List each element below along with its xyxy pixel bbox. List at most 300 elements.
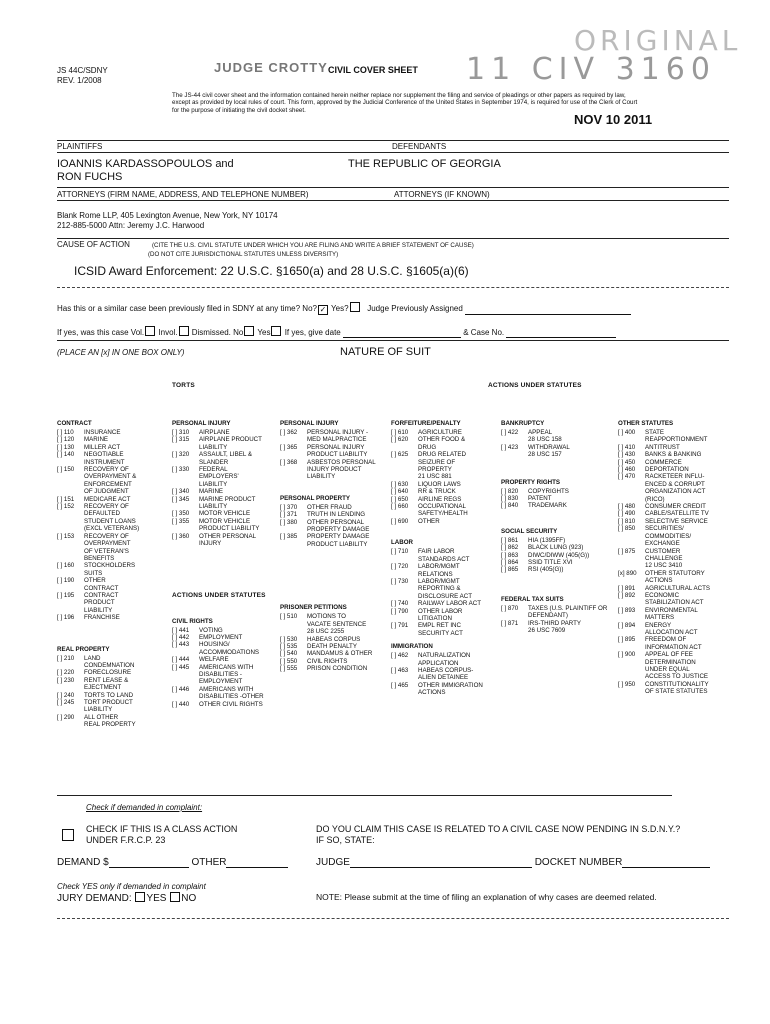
date-field[interactable] — [343, 328, 461, 338]
rule — [57, 152, 729, 153]
dismissed-label: Dismissed. No — [191, 328, 244, 337]
original-stamp: ORIGINAL — [574, 24, 742, 57]
nature-option[interactable] — [57, 562, 165, 577]
nature-option[interactable] — [280, 444, 388, 459]
nature-option[interactable] — [57, 692, 165, 699]
judge-field[interactable] — [350, 858, 532, 868]
nature-option[interactable] — [391, 652, 491, 667]
judge-assigned-label: Judge Previously Assigned — [367, 304, 463, 313]
personal-injury-list — [172, 429, 276, 548]
nature-option-label: VOTING — [199, 626, 223, 634]
nature-option-label: SECURITIES/ COMMODITIES/ EXCHANGE — [645, 525, 692, 548]
nature-option-code: [ ] 365 — [280, 443, 298, 451]
nature-option-label: MARINE — [84, 436, 109, 444]
nature-option[interactable] — [172, 627, 276, 634]
nature-option[interactable] — [57, 503, 165, 533]
immigration-heading: IMMIGRATION — [391, 643, 433, 651]
nature-option-code: [ ] 220 — [57, 669, 75, 677]
nature-option[interactable] — [172, 641, 276, 656]
personal-property-heading: PERSONAL PROPERTY — [280, 494, 351, 502]
vol-checkbox[interactable] — [145, 326, 155, 336]
federal-tax-list — [501, 605, 613, 635]
nature-option[interactable] — [172, 656, 276, 663]
nature-option-code: [ ] 355 — [172, 517, 190, 525]
nature-option[interactable] — [280, 665, 388, 672]
nature-option-code: [ ] 830 — [501, 495, 519, 503]
nature-option-label: SELECTIVE SERVICE — [645, 517, 708, 525]
nature-option-label: EMPL RET INC SECURITY ACT — [418, 622, 463, 637]
plaintiff-line-1: IOANNIS KARDASSOPOULOS and — [57, 158, 234, 170]
nature-option-label: OTHER IMMIGRATION ACTIONS — [418, 681, 483, 697]
nature-option-label: INSURANCE — [84, 429, 121, 436]
nature-option[interactable] — [501, 495, 613, 502]
rule — [57, 238, 729, 239]
nature-option[interactable] — [280, 643, 388, 650]
nature-option[interactable] — [172, 451, 276, 466]
nature-option-label: CUSTOMER CHALLENGE 12 USC 3410 — [645, 547, 683, 570]
nature-option-label: PRISON CONDITION — [307, 665, 368, 673]
nature-option-code: [ ] 371 — [280, 511, 298, 519]
nature-option[interactable] — [618, 510, 728, 517]
real-property-list — [57, 655, 165, 729]
nature-option-code: [ ] 550 — [280, 657, 298, 665]
nature-option[interactable] — [57, 577, 165, 592]
nature-option[interactable] — [172, 496, 276, 511]
nature-option-label: RECOVERY OF DEFAULTED STUDENT LOANS (EXCL VETERANS) — [84, 503, 140, 533]
nature-option-label: CABLE/SATELLITE TV — [645, 510, 709, 518]
jury-yes-label: YES — [146, 893, 167, 904]
nature-option-code: [ ] 230 — [57, 676, 75, 684]
nature-option-label: CONSTITUTIONALITY OF STATE STATUTES — [645, 680, 709, 696]
nature-option-code: [ ] 245 — [57, 699, 75, 706]
nature-option-label: PERSONAL INJURY PRODUCT LIABILITY — [307, 443, 368, 459]
nature-option[interactable] — [57, 444, 165, 451]
nature-option[interactable] — [391, 518, 491, 525]
related-note: NOTE: Please submit at the time of filing an explanation of why cases are deemed related. — [316, 892, 657, 902]
nature-option[interactable] — [280, 519, 388, 534]
form-id: JS 44C/SDNY — [57, 66, 108, 75]
nature-option[interactable] — [501, 544, 613, 551]
nature-option[interactable] — [57, 466, 165, 496]
nature-option-code: [ ] 150 — [57, 466, 75, 474]
nature-option-code: [ ] 864 — [501, 559, 519, 567]
nature-option[interactable] — [618, 466, 728, 473]
nature-option[interactable] — [618, 592, 728, 607]
nature-option[interactable] — [618, 681, 728, 696]
nature-option-label: OTHER LABOR LITIGATION — [418, 607, 463, 622]
nature-option-code: [ ] 444 — [172, 656, 190, 664]
nature-option-code: [ ] 650 — [391, 495, 409, 503]
nature-option[interactable] — [172, 634, 276, 641]
nature-option[interactable] — [172, 429, 276, 436]
nature-option[interactable] — [391, 578, 491, 600]
nature-option[interactable] — [618, 651, 728, 681]
nature-option-code: [ ] 450 — [618, 458, 636, 466]
nature-option-code: [ ] 368 — [280, 458, 298, 466]
nature-option[interactable] — [57, 669, 165, 676]
attorneys-label: ATTORNEYS (FIRM NAME, ADDRESS, AND TELEPHONE NUMBER) — [57, 190, 309, 199]
nature-option-code: [ ] 465 — [391, 681, 409, 689]
previously-filed-row — [57, 302, 631, 315]
nature-option-code: [ ] 625 — [391, 451, 409, 459]
nature-option[interactable] — [618, 451, 728, 458]
nature-option-label: AGRICULTURAL ACTS — [645, 584, 710, 592]
nature-option[interactable] — [501, 566, 613, 573]
nature-option-label: AIRPLANE PRODUCT LIABILITY — [199, 436, 262, 451]
class-action-checkbox[interactable] — [62, 829, 74, 841]
nature-option[interactable] — [501, 620, 613, 635]
nature-option[interactable] — [280, 429, 388, 444]
nature-option-code: [ ] 862 — [501, 544, 519, 552]
nature-option-code: [ ] 690 — [391, 517, 409, 525]
jury-no-label: NO — [181, 893, 197, 904]
dismissed-yes-label: Yes — [257, 328, 271, 337]
nature-option[interactable] — [618, 622, 728, 637]
nature-option-label: ASBESTOS PERSONAL INJURY PRODUCT LIABILITY — [307, 458, 376, 481]
nature-option-label: COPYRIGHTS — [528, 487, 569, 495]
nature-option[interactable] — [501, 444, 613, 459]
nature-option[interactable] — [501, 429, 613, 444]
real-property-heading: REAL PROPERTY — [57, 645, 110, 653]
demand-label: DEMAND $ — [57, 857, 109, 868]
nature-option-code: [ ] 345 — [172, 495, 190, 503]
nature-option-label: AMERICANS WITH DISABILITIES -OTHER — [199, 685, 264, 701]
jury-no-checkbox[interactable] — [170, 892, 180, 902]
nature-option[interactable] — [391, 600, 491, 607]
nature-option-label: TORT PRODUCT LIABILITY — [84, 699, 133, 714]
nature-option-code: [ ] 894 — [618, 621, 636, 629]
nature-option-code: [ ] 720 — [391, 563, 409, 571]
nature-option-code: [ ] 441 — [172, 626, 190, 634]
jury-label: JURY DEMAND: — [57, 893, 132, 904]
nature-option-code: [ ] 640 — [391, 488, 409, 496]
nature-option[interactable] — [391, 436, 491, 451]
nature-option[interactable] — [501, 502, 613, 509]
nature-option[interactable] — [501, 552, 613, 559]
jury-row — [57, 892, 196, 904]
nature-option[interactable] — [618, 636, 728, 651]
case-no-label: & Case No. — [463, 328, 505, 337]
nature-option-code: [ ] 240 — [57, 691, 75, 699]
nature-option[interactable] — [57, 655, 165, 670]
nature-option-label: MANDAMUS & OTHER — [307, 650, 373, 658]
rule — [57, 187, 729, 188]
labor-heading: LABOR — [391, 539, 413, 547]
nature-option-code: [ ] 740 — [391, 600, 409, 608]
nature-option[interactable] — [618, 570, 728, 585]
nature-option-label: MOTIONS TO VACATE SENTENCE 28 USC 2255 — [307, 613, 367, 636]
nature-option[interactable] — [618, 459, 728, 466]
nature-option-label: ENVIRONMENTAL MATTERS — [645, 606, 698, 622]
date-stamp: NOV 10 2011 — [574, 112, 653, 127]
actions-statutes-label: ACTIONS UNDER STATUTES — [488, 382, 582, 389]
nature-option[interactable] — [172, 701, 276, 708]
nature-option-code: [ ] 892 — [618, 591, 636, 599]
nature-option[interactable] — [280, 650, 388, 657]
nature-option[interactable] — [172, 488, 276, 495]
nature-option-code: [ ] 871 — [501, 619, 519, 627]
nature-option-code: [ ] 442 — [172, 633, 190, 641]
nature-option-code: [ ] 460 — [618, 466, 636, 474]
dismissed-no-checkbox[interactable] — [244, 326, 254, 336]
nature-option-code: [ ] 190 — [57, 577, 75, 585]
intro-paragraph: The JS-44 civil cover sheet and the information contained herein neither replace nor supplement the filing and service of pleadings or other papers as required by law, except as provided by local rules of court. This form, approved by the Judicial Conference of the United States in September 1974, is required for use of the Clerk of Court for the purpose of initiating the civil docket sheet. — [172, 92, 638, 114]
nature-option-code: [ ] 470 — [618, 473, 636, 481]
defendants-label: DEFENDANTS — [392, 142, 447, 151]
nature-option-label: ENERGY ALLOCATION ACT — [645, 621, 698, 636]
nature-option-label: OTHER PERSONAL INJURY — [199, 532, 257, 548]
nature-option-label: HABEAS CORPUS- ALIEN DETAINEE — [418, 666, 474, 682]
nature-option-code: [ ] 730 — [391, 577, 409, 585]
place-x-instruction: (PLACE AN [x] IN ONE BOX ONLY) — [57, 348, 185, 357]
nature-option-label: LABOR/MGMT REPORTING & DISCLOSURE ACT — [418, 577, 472, 600]
judge-label: JUDGE — [316, 857, 350, 868]
nature-option-label: FRANCHISE — [84, 614, 120, 622]
nature-option-label: APPEAL 28 USC 158 — [528, 429, 562, 444]
nature-option[interactable] — [391, 451, 491, 481]
cause-text: ICSID Award Enforcement: 22 U.S.C. §1650(a) and 28 U.S.C. §1605(a)(6) — [74, 264, 469, 278]
nature-option[interactable] — [280, 658, 388, 665]
nature-option-code: [ ] 340 — [172, 488, 190, 496]
nature-option[interactable] — [501, 537, 613, 544]
nature-option-label: RECOVERY OF OVERPAYMENT OF VETERAN'S BENEFITS — [84, 532, 131, 562]
nature-option-code: [ ] 790 — [391, 607, 409, 615]
nature-option-label: OTHER FOOD & DRUG — [418, 436, 466, 451]
nature-option[interactable] — [57, 699, 165, 714]
civil-actions-statutes-label: ACTIONS UNDER STATUTES — [172, 592, 266, 599]
other-label: OTHER — [191, 857, 227, 868]
nature-option-label: PERSONAL INJURY - MED MALPRACTICE — [307, 429, 369, 444]
judge-assigned-field[interactable] — [465, 305, 631, 315]
bankruptcy-heading: BANKRUPTCY — [501, 420, 545, 427]
nature-option-label: TRUTH IN LENDING — [307, 511, 366, 519]
if-yes-row — [57, 326, 616, 338]
nature-option-label: OTHER CONTRACT — [84, 577, 119, 592]
no-checkbox[interactable]: ✓ — [319, 305, 327, 314]
nature-option-label: HABEAS CORPUS — [307, 635, 361, 643]
case-no-field[interactable] — [506, 328, 616, 338]
form-revision: REV. 1/2008 — [57, 76, 102, 85]
nature-option-code: [ ] 152 — [57, 503, 75, 511]
invol-checkbox[interactable] — [179, 326, 189, 336]
form-title: CIVIL COVER SHEET — [328, 65, 418, 75]
jury-note: Check YES only if demanded in complaint — [57, 882, 206, 891]
nature-option[interactable] — [172, 466, 276, 488]
nature-option-code: [ ] 875 — [618, 547, 636, 555]
nature-option-code: [ ] 310 — [172, 429, 190, 436]
forfeiture-heading: FORFEITURE/PENALTY — [391, 420, 461, 427]
nature-option[interactable] — [391, 548, 491, 563]
docket-label: DOCKET NUMBER — [534, 857, 623, 868]
personal-injury-2-heading: PERSONAL INJURY — [280, 420, 339, 427]
nature-option[interactable] — [57, 496, 165, 503]
nature-option[interactable] — [391, 682, 491, 697]
nature-option[interactable] — [618, 525, 728, 547]
nature-option-label: RAILWAY LABOR ACT — [418, 600, 482, 608]
nature-option[interactable] — [172, 510, 276, 517]
nature-option-code: [ ] 330 — [172, 466, 190, 474]
nature-option-code: [ ] 630 — [391, 480, 409, 488]
bankruptcy-column — [501, 414, 613, 635]
nature-option-code: [ ] 610 — [391, 429, 409, 436]
nature-option[interactable] — [391, 667, 491, 682]
nature-option-label: SSID TITLE XVI — [528, 559, 573, 567]
demand-header: Check if demanded in complaint: — [86, 803, 203, 812]
nature-option[interactable] — [172, 436, 276, 451]
nature-option[interactable] — [172, 686, 276, 701]
nature-option-code: [ ] 422 — [501, 429, 519, 436]
nature-option-code: [ ] 130 — [57, 443, 75, 451]
rule — [57, 795, 672, 796]
nature-option-code: [ ] 440 — [172, 700, 190, 708]
nature-option-code: [ ] 535 — [280, 642, 298, 650]
nature-option-code: [x] 890 — [618, 569, 637, 577]
other-statutes-list — [618, 429, 728, 696]
nature-option-label: TORTS TO LAND — [84, 691, 134, 699]
nature-option-label: MEDICARE ACT — [84, 495, 131, 503]
nature-option[interactable] — [618, 429, 728, 444]
nature-option-code: [ ] 360 — [172, 532, 190, 540]
nature-option-code: [ ] 140 — [57, 451, 75, 459]
nature-option-label: ANTITRUST — [645, 443, 680, 451]
nature-option-label: LAND CONDEMNATION — [84, 654, 135, 669]
contract-list — [57, 429, 165, 622]
class-action-label: CHECK IF THIS IS A CLASS ACTION — [86, 824, 238, 834]
nature-option-code: [ ] 530 — [280, 635, 298, 643]
nature-option-label: CONTRACT PRODUCT LIABILITY — [84, 591, 119, 614]
nature-option[interactable] — [57, 429, 165, 436]
nature-option[interactable] — [618, 473, 728, 503]
immigration-list — [391, 652, 491, 696]
nature-option-label: EMPLOYMENT — [199, 633, 243, 641]
nature-option[interactable] — [57, 677, 165, 692]
nature-option[interactable] — [280, 511, 388, 518]
nature-option-code: [ ] 555 — [280, 665, 298, 673]
nature-option-label: HOUSING/ ACCOMMODATIONS — [199, 641, 260, 656]
nature-option-code: [ ] 891 — [618, 584, 636, 592]
docket-field[interactable] — [622, 858, 710, 868]
nature-option[interactable] — [172, 518, 276, 533]
nature-option[interactable] — [501, 605, 613, 620]
nature-option-label: RSI (405(G)) — [528, 566, 564, 574]
nature-option[interactable] — [280, 636, 388, 643]
nature-option-code: [ ] 120 — [57, 436, 75, 444]
nature-option[interactable] — [172, 533, 276, 548]
nature-option[interactable] — [618, 518, 728, 525]
demand-field[interactable] — [109, 858, 189, 868]
nature-option-code: [ ] 950 — [618, 680, 636, 688]
nature-option-code: [ ] 370 — [280, 503, 298, 511]
nature-option-code: [ ] 480 — [618, 503, 636, 511]
nature-option-code: [ ] 153 — [57, 532, 75, 540]
nature-option[interactable] — [280, 459, 388, 481]
nature-option[interactable] — [391, 488, 491, 495]
nature-option-code: [ ] 490 — [618, 510, 636, 518]
nature-option[interactable] — [618, 503, 728, 510]
nature-option-code: [ ] 863 — [501, 551, 519, 559]
nature-option-label: CIVIL RIGHTS — [307, 657, 348, 665]
nature-option[interactable] — [172, 664, 276, 686]
nature-of-suit-title: NATURE OF SUIT — [340, 346, 431, 358]
nature-option-label: AIRLINE REGS — [418, 495, 462, 503]
nature-option[interactable] — [391, 622, 491, 637]
nature-option[interactable] — [57, 533, 165, 563]
property-rights-list — [501, 488, 613, 510]
forfeiture-column — [391, 414, 491, 697]
defendant-name: THE REPUBLIC OF GEORGIA — [348, 158, 501, 170]
nature-option-label: LABOR/MGMT RELATIONS — [418, 563, 460, 578]
nature-option-label: DRUG RELATED SEIZURE OF PROPERTY 21 USC 881 — [418, 451, 467, 481]
nature-option-label: TAXES (U.S. PLAINTIFF OR DEFENDANT) — [528, 604, 608, 620]
nature-option[interactable] — [618, 548, 728, 570]
nature-option[interactable] — [618, 607, 728, 622]
nature-option[interactable] — [280, 613, 388, 635]
social-security-list — [501, 537, 613, 574]
jury-yes-checkbox[interactable] — [135, 892, 145, 902]
bankruptcy-list — [501, 429, 613, 459]
nature-option-label: FREEDOM OF INFORMATION ACT — [645, 636, 702, 651]
dismissed-yes-checkbox[interactable] — [271, 326, 281, 336]
property-rights-heading: PROPERTY RIGHTS — [501, 478, 561, 486]
other-field[interactable] — [226, 858, 288, 868]
nature-option[interactable] — [391, 608, 491, 623]
nature-option[interactable] — [501, 559, 613, 566]
nature-option[interactable] — [501, 488, 613, 495]
nature-option-label: HIA (1395FF) — [528, 536, 566, 544]
torts-label: TORTS — [172, 382, 195, 389]
nature-option-label: OTHER STATUTORY ACTIONS — [645, 569, 705, 585]
social-security-heading: SOCIAL SECURITY — [501, 527, 558, 535]
nature-option[interactable] — [57, 614, 165, 621]
nature-option[interactable] — [391, 503, 491, 518]
nature-option[interactable] — [280, 533, 388, 548]
nature-option[interactable] — [57, 451, 165, 466]
civil-rights-heading: CIVIL RIGHTS — [172, 617, 213, 625]
nature-option-label: IRS-THIRD PARTY 26 USC 7609 — [528, 619, 582, 635]
nature-option-code: [ ] 463 — [391, 666, 409, 674]
personal-property-list — [280, 504, 388, 548]
nature-option-label: MILLER ACT — [84, 443, 121, 451]
nature-option[interactable] — [391, 563, 491, 578]
nature-option-label: OTHER CIVIL RIGHTS — [199, 700, 263, 708]
yes-checkbox[interactable] — [350, 302, 360, 312]
nature-option-code: [ ] 893 — [618, 606, 636, 614]
nature-option-label: DIWC/DIWW (405(G)) — [528, 551, 590, 559]
nature-option[interactable] — [391, 429, 491, 436]
nature-option-label: APPEAL OF FEE DETERMINATION UNDER EQUAL ACCESS TO JUSTICE — [645, 651, 709, 681]
nature-option-code: [ ] 430 — [618, 451, 636, 459]
nature-option[interactable] — [280, 504, 388, 511]
nature-option[interactable] — [618, 444, 728, 451]
nature-option[interactable] — [391, 496, 491, 503]
nature-option[interactable] — [57, 592, 165, 614]
nature-option[interactable] — [57, 436, 165, 443]
nature-option[interactable] — [391, 481, 491, 488]
nature-option-label: OTHER — [418, 517, 440, 525]
nature-option-code: [ ] 900 — [618, 651, 636, 659]
cause-label: CAUSE OF ACTION — [57, 240, 130, 249]
nature-option-label: MOTOR VEHICLE PRODUCT LIABILITY — [199, 517, 260, 533]
nature-option-label: RECOVERY OF OVERPAYMENT & ENFORCEMENT OF JUDGMENT — [84, 466, 137, 496]
nature-option[interactable] — [57, 714, 165, 729]
nature-option-code: [ ] 870 — [501, 604, 519, 612]
nature-option-code: [ ] 710 — [391, 548, 409, 556]
nature-option-label: FORECLOSURE — [84, 669, 132, 677]
nature-option-code: [ ] 660 — [391, 503, 409, 511]
nature-option[interactable] — [618, 585, 728, 592]
demand-row — [57, 857, 288, 868]
contract-heading: CONTRACT — [57, 420, 92, 427]
